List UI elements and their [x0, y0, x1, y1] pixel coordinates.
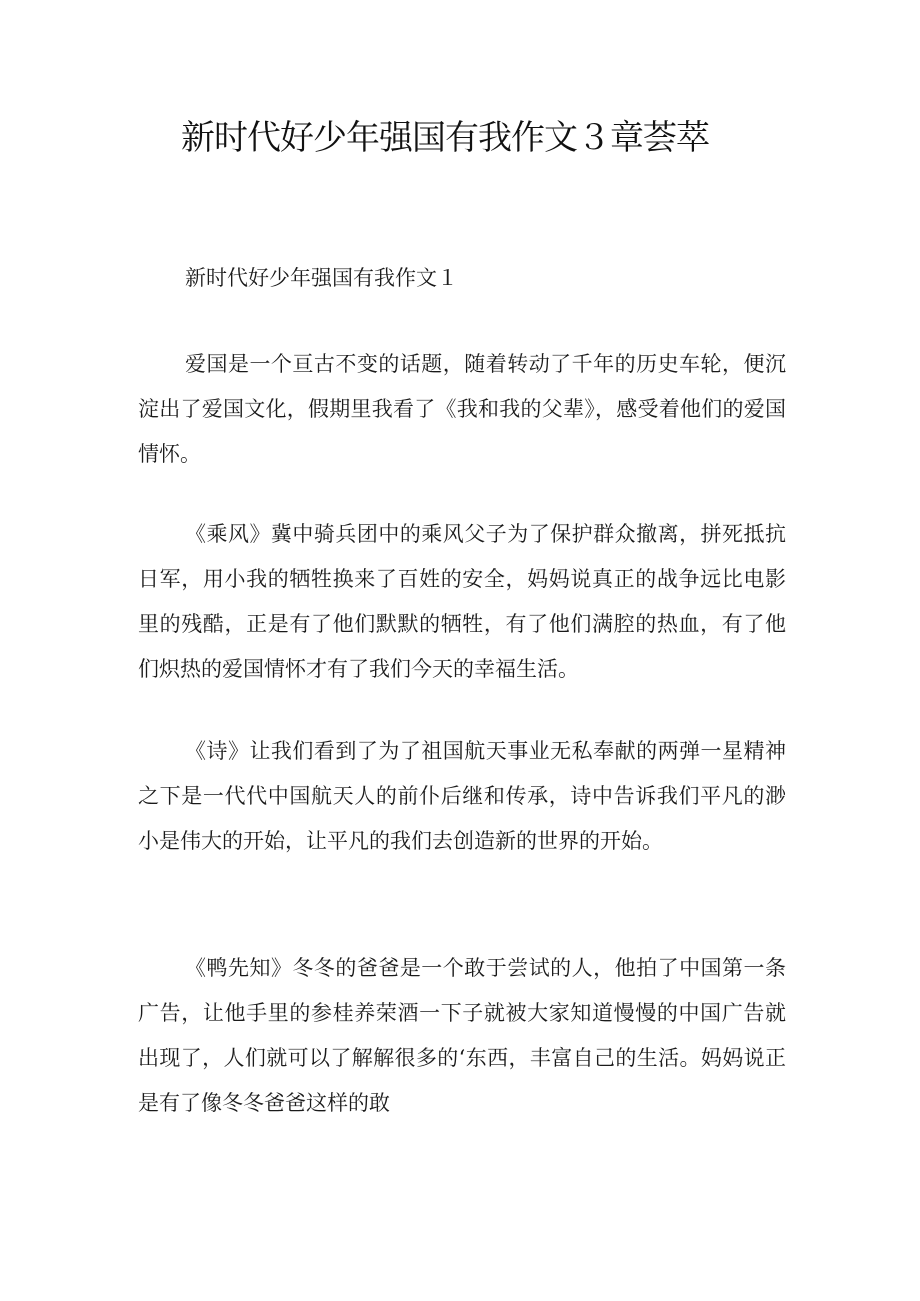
paragraph-1: 爱国是一个亘古不变的话题，随着转动了千年的历史车轮，便沉淀出了爱国文化，假期里我看了《我和我的父辈》，感受着他们的爱国情怀。 [138, 352, 786, 466]
paragraph-3: 《诗》让我们看到了为了祖国航天事业无私奉献的两弹一星精神之下是一代代中国航天人的前仆后继和传承，诗中告诉我们平凡的渺小是伟大的开始，让平凡的我们去创造新的世界的开始。 [138, 739, 786, 853]
paragraph-2: 《乘风》冀中骑兵团中的乘风父子为了保护群众撤离，拼死抵抗日军，用小我的牺牲换来了百姓的安全，妈妈说真正的战争远比电影里的残酷，正是有了他们默默的牺牲，有了他们满腔的热血，有了他们炽热的爱国情怀才有了我们今天的幸福生活。 [138, 522, 786, 681]
essay-subtitle: 新时代好少年强国有我作文１ [185, 266, 458, 290]
document-title: 新时代好少年强国有我作文３章荟萃 [181, 118, 709, 158]
paragraph-4: 《鸭先知》冬冬的爸爸是一个敢于尝试的人，他拍了中国第一条广告，让他手里的参桂养荣酒一下子就被大家知道慢慢的中国广告就出现了，人们就可以了解解很多的‘东西，丰富自己的生活。妈妈说正是有了像冬冬爸爸这样的敢 [138, 956, 786, 1115]
